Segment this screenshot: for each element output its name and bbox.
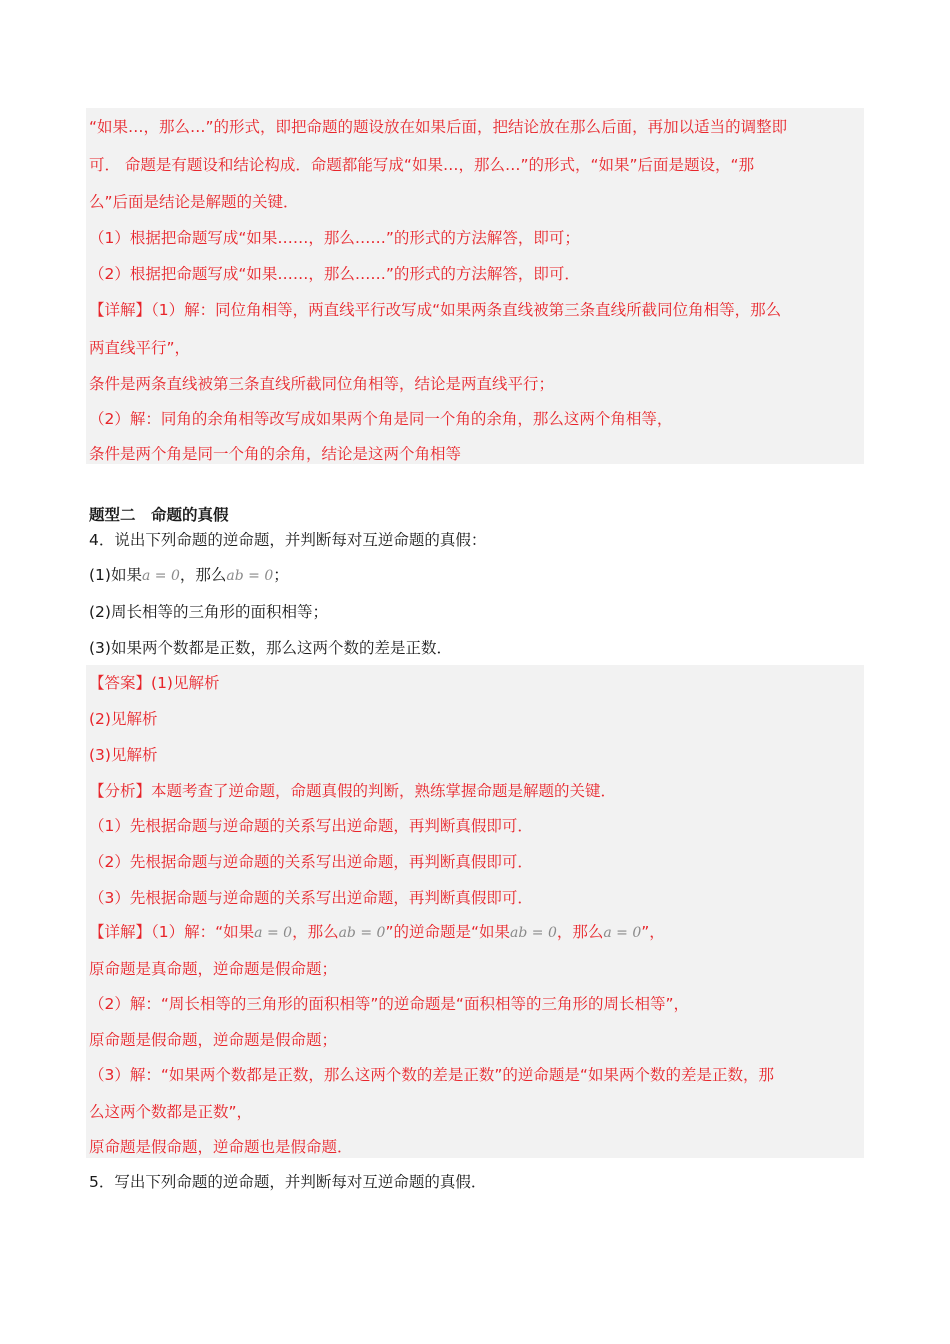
answer-line-2: (2)见解析 <box>89 710 158 728</box>
detail-line-1 <box>89 922 665 943</box>
math-a-eq-0-detail: a = 0 <box>254 925 293 941</box>
q4-item-1-mid: ，那么 <box>179 566 227 584</box>
detail-1-part-d: ，那么 <box>556 923 604 941</box>
analysis-text: 本题考查了逆命题，命题真假的判断，熟练掌握命题是解题的关键． <box>151 782 617 800</box>
detail-1-part-e: ”， <box>641 923 665 941</box>
block1-line-5: （2）根据把命题写成“如果……，那么……”的形式的方法解答，即可． <box>89 265 580 283</box>
question-4-item-3: (3)如果两个数都是正数，那么这两个数的差是正数． <box>89 639 452 657</box>
math-ab-eq-0-converse: ab = 0 <box>510 925 557 941</box>
block1-line-4: （1）根据把命题写成“如果……，那么……”的形式的方法解答，即可； <box>89 229 580 247</box>
answer-line-1 <box>89 673 219 693</box>
answer-line-3: (3)见解析 <box>89 746 158 764</box>
answer-tag: 【答案】 <box>89 674 152 692</box>
section-title: 题型二 命题的真假 <box>89 506 229 524</box>
analysis-step-3: （3）先根据命题与逆命题的关系写出逆命题，再判断真假即可． <box>89 889 533 907</box>
block1-line-7: 两直线平行”， <box>89 339 191 357</box>
analysis-step-2: （2）先根据命题与逆命题的关系写出逆命题，再判断真假即可． <box>89 853 533 871</box>
q4-item-1-prefix: (1)如果 <box>89 566 142 584</box>
detail-line-1-result: 原命题是真命题，逆命题是假命题； <box>89 960 338 978</box>
question-5-stem: 5．写出下列命题的逆命题，并判断每对互逆命题的真假． <box>89 1173 487 1191</box>
detail-tag-2: 【详解】 <box>89 923 152 941</box>
analysis-step-1: （1）先根据命题与逆命题的关系写出逆命题，再判断真假即可． <box>89 817 533 835</box>
q4-item-1-post: ； <box>273 566 289 584</box>
block1-line-6 <box>89 300 781 320</box>
answer-1: (1)见解析 <box>151 674 220 692</box>
block1-line-6-text: （1）解：同位角相等，两直线平行改写成“如果两条直线被第三条直线所截同位角相等，那么 <box>151 301 782 319</box>
analysis-line <box>89 781 616 801</box>
block1-line-9: （2）解：同角的余角相等改写成如果两个角是同一个角的余角，那么这两个角相等， <box>89 410 673 428</box>
math-ab-eq-0-detail: ab = 0 <box>338 925 386 941</box>
detail-line-3-result: 原命题是假命题，逆命题也是假命题． <box>89 1138 353 1156</box>
detail-1-part-c: ”的逆命题是“如果 <box>385 923 510 941</box>
detail-line-2: （2）解：“周长相等的三角形的面积相等”的逆命题是“面积相等的三角形的周长相等”， <box>89 995 689 1013</box>
question-4-stem: 4．说出下列命题的逆命题，并判断每对互逆命题的真假： <box>89 531 487 549</box>
block1-line-1: “如果…，那么…”的形式，即把命题的题设放在如果后面，把结论放在那么后面，再加以适当的调整即 <box>89 118 788 136</box>
math-a-eq-0: a = 0 <box>141 568 180 584</box>
block1-line-10: 条件是两个角是同一个角的余角，结论是这两个角相等 <box>89 445 462 463</box>
question-4-item-2: (2)周长相等的三角形的面积相等； <box>89 603 328 621</box>
block1-line-8: 条件是两条直线被第三条直线所截同位角相等，结论是两直线平行； <box>89 375 555 393</box>
question-4-item-1 <box>89 565 289 586</box>
detail-line-3: （3）解：“如果两个数都是正数，那么这两个数的差是正数”的逆命题是“如果两个数的差是正数，那 <box>89 1066 774 1084</box>
detail-line-3-cont: 么这两个数都是正数”， <box>89 1103 253 1121</box>
analysis-tag: 【分析】 <box>89 782 152 800</box>
block1-line-3: 么”后面是结论是解题的关键． <box>89 193 299 211</box>
detail-1-part-b: ，那么 <box>292 923 339 941</box>
detail-tag: 【详解】 <box>89 301 152 319</box>
math-ab-eq-0: ab = 0 <box>226 568 274 584</box>
block1-line-2: 可． 命题是有题设和结论构成．命题都能写成“如果…，那么…”的形式，“如果”后面是题设，“那 <box>89 156 755 174</box>
detail-line-2-result: 原命题是假命题，逆命题是假命题； <box>89 1031 338 1049</box>
math-a-eq-0-converse: a = 0 <box>603 925 642 941</box>
detail-1-part-a: （1）解：“如果 <box>151 923 255 941</box>
